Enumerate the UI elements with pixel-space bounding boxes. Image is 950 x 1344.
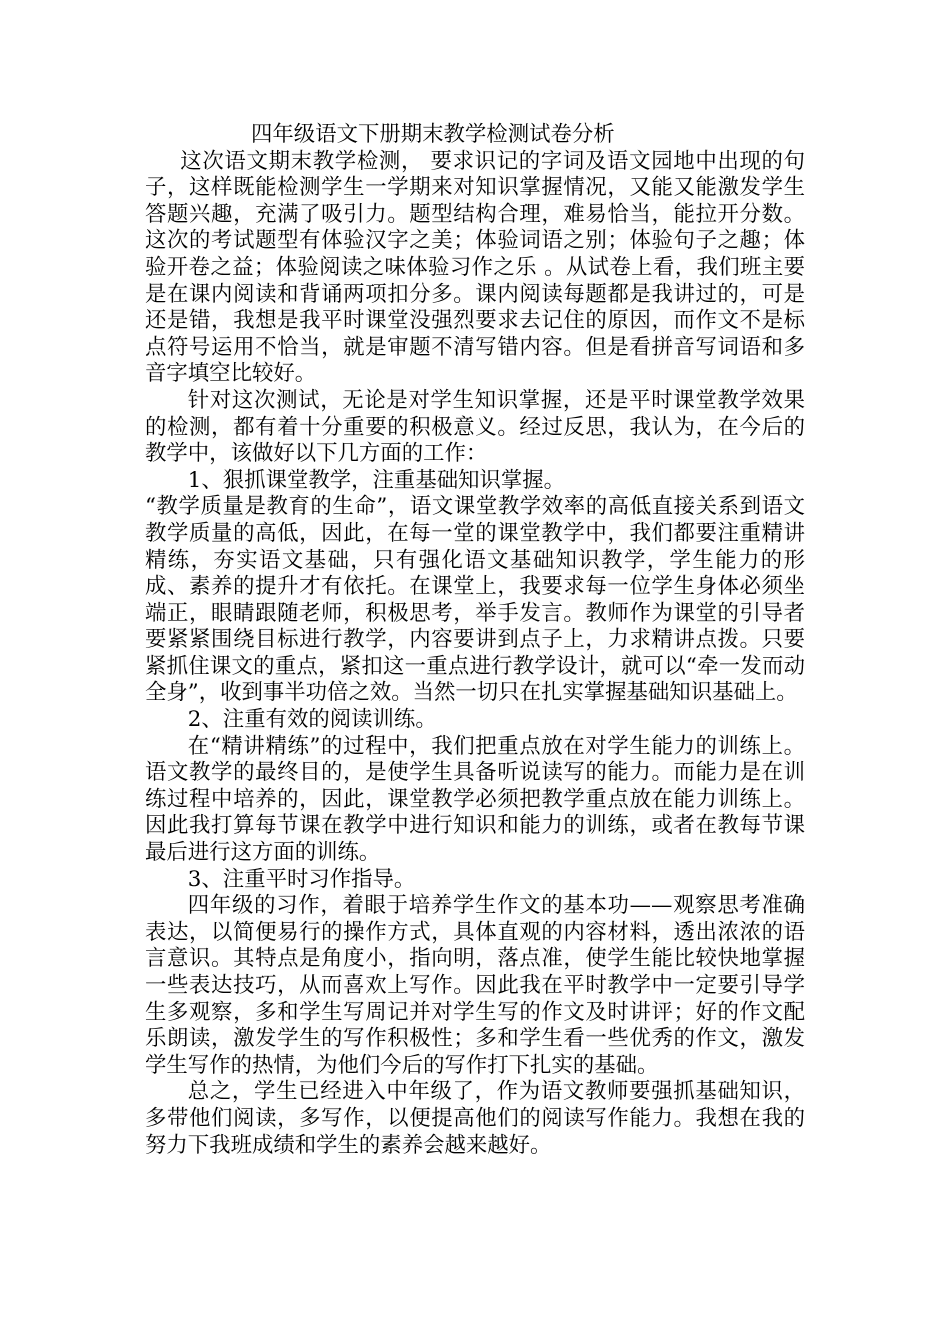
paragraph-classroom-teaching: “教学质量是教育的生命”，语文课堂教学效率的高低直接关系到语文教学质量的高低，因此，在每一堂的课堂教学中，我们都要注重精讲精练，夯实语文基础，只有强化语文基础知识教学，学生能力的形成、素养的提升才有依托。在课堂上，我要求每一位学生身体必须坐端正，眼睛跟随老师，积极思考，举手发言。教师作为课堂的引导者要紧紧围绕目标进行教学，内容要讲到点子上，力求精讲点拨。只要紧抓住课文的重点，紧扣这一重点进行教学设计，就可以“牵一发而动全身”，收到事半功倍之效。当然一切只在扎实掌握基础知识基础上。 <box>145 494 805 706</box>
paragraph-reading-training: 在“精讲精练”的过程中，我们把重点放在对学生能力的训练上。语文教学的最终目的，是使学生具备听说读写的能力。而能力是在训练过程中培养的，因此，课堂教学必须把教学重点放在能力训练上。因此我打算每节课在教学中进行知识和能力的训练，或者在教每节课最后进行这方面的训练。 <box>145 733 805 866</box>
paragraph-reflection: 针对这次测试，无论是对学生知识掌握，还是平时课堂教学效果的检测，都有着十分重要的积极意义。经过反思，我认为，在今后的教学中，该做好以下几方面的工作： <box>145 387 805 467</box>
paragraph-conclusion: 总之，学生已经进入中年级了，作为语文教师要强抓基础知识，多带他们阅读，多写作，以便提高他们的阅读写作能力。我想在我的努力下我班成绩和学生的素养会越来越好。 <box>145 1079 805 1158</box>
paragraph-overview: 这次语文期末教学检测， 要求识记的字词及语文园地中出现的句子，这样既能检测学生一学期来对知识掌握情况，又能又能激发学生答题兴趣，充满了吸引力。题型结构合理，难易恰当，能拉开分数。这次的考试题型有体验汉字之美；体验词语之别；体验句子之趣；体验开卷之益；体验阅读之味体验习作之乐 。从试卷上看，我们班主要是在课内阅读和背诵两项扣分多。课内阅读每题都是我讲过的，可是还是错，我想是我平时课堂没强烈要求去记住的原因，而作文不是标点符号运用不恰当，就是审题不清写错内容。但是看拼音写词语和多音字填空比较好。 <box>145 148 805 387</box>
document-body <box>145 122 805 1159</box>
section-heading-reading-training: 2、注重有效的阅读训练。 <box>187 707 437 733</box>
section-heading-classroom-teaching: 1、狠抓课堂教学，注重基础知识掌握。 <box>187 467 566 493</box>
section-heading-writing-guidance: 3、注重平时习作指导。 <box>187 866 416 892</box>
document-title: 四年级语文下册期末教学检测试卷分析 <box>251 122 615 147</box>
paragraph-writing-guidance: 四年级的习作，着眼于培养学生作文的基本功——观察思考准确表达，以简便易行的操作方式，具体直观的内容材料，透出浓浓的语言意识。其特点是角度小，指向明，落点准，使学生能比较快地掌握一些表达技巧，从而喜欢上写作。因此我在平时教学中一定要引导学生多观察，多和学生写周记并对学生写的作文及时讲评；好的作文配乐朗读，激发学生的写作积极性；多和学生看一些优秀的作文，激发学生写作的热情，为他们今后的写作打下扎实的基础。 <box>145 893 805 1078</box>
